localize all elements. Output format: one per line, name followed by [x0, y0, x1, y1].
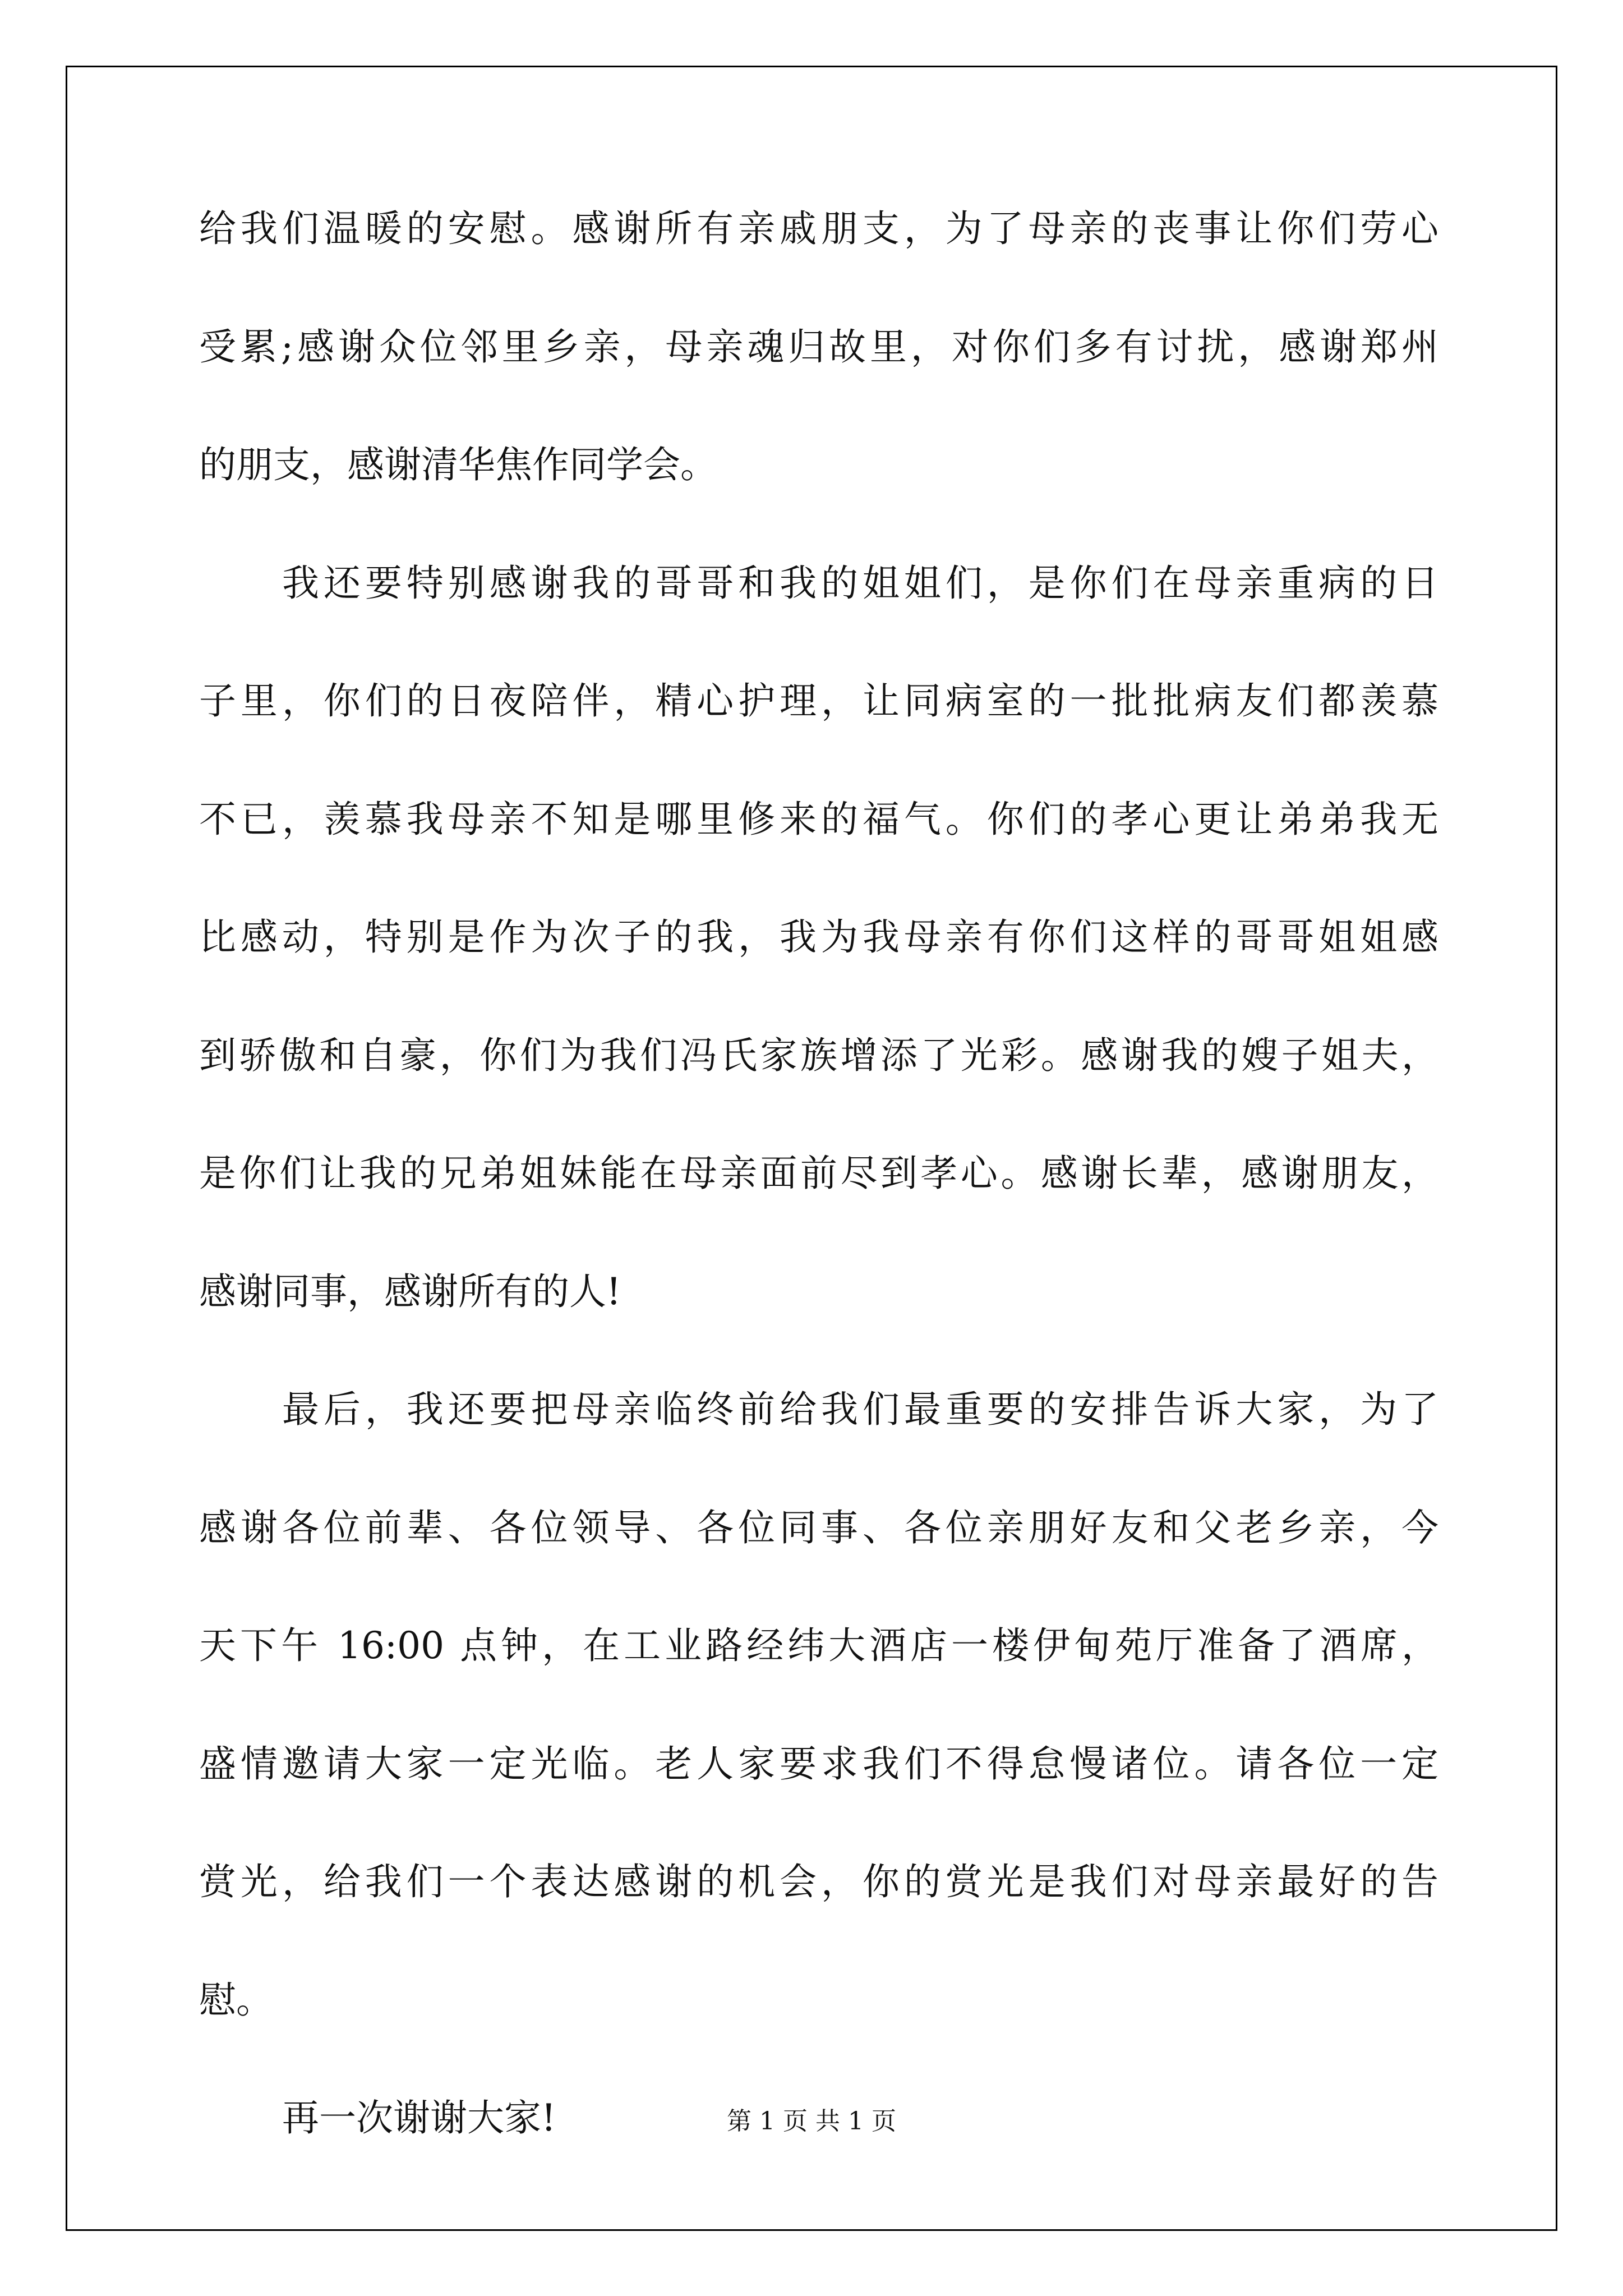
text-line: 到骄傲和自豪，你们为我们冯氏家族增添了光彩。感谢我的嫂子姐夫，: [199, 1033, 1438, 1077]
text-line: 赏光，给我们一个表达感谢的机会，你的赏光是我们对母亲最好的告: [199, 1860, 1438, 1903]
paragraph-first-line: 我还要特别感谢我的哥哥和我的姐姐们，是你们在母亲重病的日: [282, 561, 1438, 605]
text-line: 的朋支，感谢清华焦作同学会。: [199, 443, 717, 486]
text-line: 慰。: [199, 1978, 273, 2022]
text-line: 比感动，特别是作为次子的我，我为我母亲有你们这样的哥哥姐姐感: [199, 915, 1438, 959]
text-line: 受累;感谢众位邻里乡亲，母亲魂归故里，对你们多有讨扰，感谢郑州: [199, 325, 1438, 369]
paragraph-first-line: 最后，我还要把母亲临终前给我们最重要的安排告诉大家，为了: [282, 1388, 1438, 1431]
text-line: 感谢同事，感谢所有的人!: [199, 1269, 621, 1313]
text-line: 感谢各位前辈、各位领导、各位同事、各位亲朋好友和父老乡亲，今: [199, 1506, 1438, 1549]
text-line: 给我们温暖的安慰。感谢所有亲戚朋支，为了母亲的丧事让你们劳心: [199, 207, 1438, 250]
text-line: 天下午 16:00 点钟，在工业路经纬大酒店一楼伊甸苑厅准备了酒席，: [199, 1624, 1438, 1667]
text-line: 不已，羡慕我母亲不知是哪里修来的福气。你们的孝心更让弟弟我无: [199, 797, 1438, 841]
page-footer: 第 1 页 共 1 页: [727, 2107, 896, 2136]
text-line: 子里，你们的日夜陪伴，精心护理，让同病室的一批批病友们都羡慕: [199, 679, 1438, 723]
text-line: 盛情邀请大家一定光临。老人家要求我们不得怠慢诸位。请各位一定: [199, 1742, 1438, 1786]
paragraph-first-line: 再一次谢谢大家!: [282, 2096, 556, 2139]
document-body: [199, 206, 1438, 2214]
text-line: 是你们让我的兄弟姐妹能在母亲面前尽到孝心。感谢长辈，感谢朋友，: [199, 1152, 1438, 1195]
